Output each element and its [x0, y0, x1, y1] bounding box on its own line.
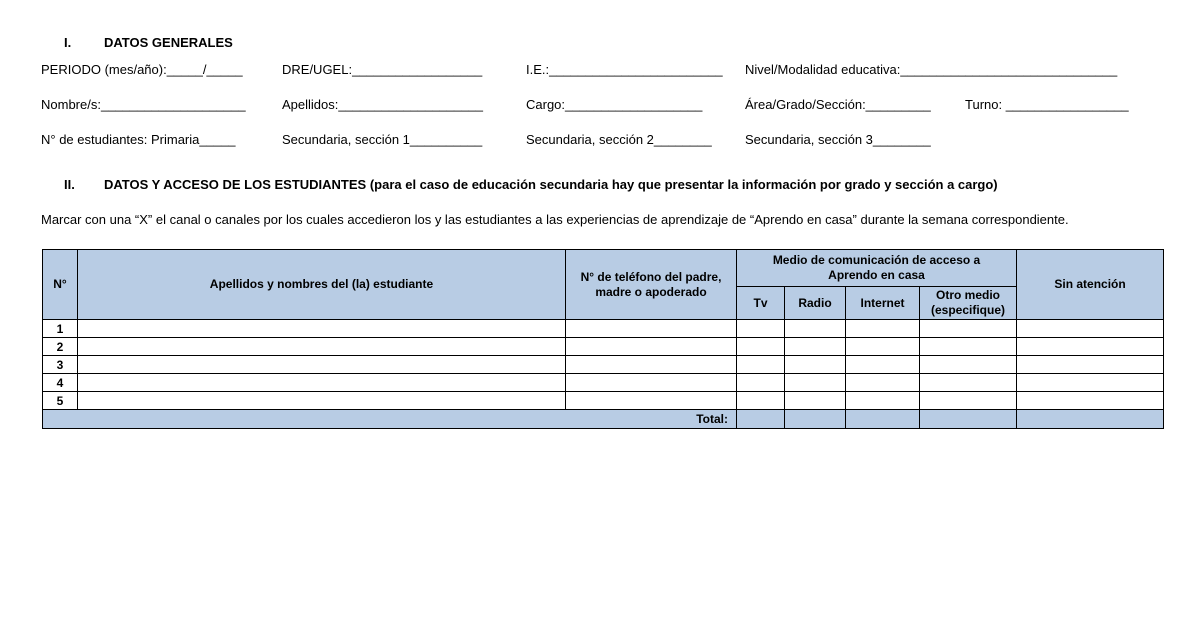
cell-tv[interactable]	[737, 356, 785, 374]
header-parent-phone-line2: madre o apoderado	[595, 284, 707, 299]
cell-no-attention[interactable]	[1017, 320, 1164, 338]
header-radio: Radio	[785, 287, 846, 320]
cell-student-name[interactable]	[78, 356, 566, 374]
field-dre-ugel[interactable]: DRE/UGEL:__________________	[282, 62, 483, 77]
cell-other[interactable]	[920, 392, 1017, 410]
cell-internet[interactable]	[846, 392, 920, 410]
row-number: 4	[43, 374, 78, 392]
total-row	[43, 410, 1164, 429]
header-other-line2: (especifique)	[931, 303, 1006, 317]
section-2-number: II.	[64, 177, 75, 192]
cell-no-attention[interactable]	[1017, 392, 1164, 410]
table-row	[43, 338, 1164, 356]
cell-no-attention[interactable]	[1017, 356, 1164, 374]
cell-student-name[interactable]	[78, 392, 566, 410]
cell-radio[interactable]	[785, 338, 846, 356]
total-other[interactable]	[920, 410, 1017, 429]
total-radio[interactable]	[785, 410, 846, 429]
cell-phone[interactable]	[566, 338, 737, 356]
field-apellidos[interactable]: Apellidos:____________________	[282, 97, 483, 112]
cell-tv[interactable]	[737, 338, 785, 356]
total-label: Total:	[43, 410, 737, 429]
cell-internet[interactable]	[846, 356, 920, 374]
cell-no-attention[interactable]	[1017, 374, 1164, 392]
students-table	[42, 249, 1164, 429]
cell-radio[interactable]	[785, 392, 846, 410]
cell-other[interactable]	[920, 374, 1017, 392]
row-number: 2	[43, 338, 78, 356]
cell-other[interactable]	[920, 356, 1017, 374]
header-parent-phone	[566, 250, 737, 320]
header-parent-phone-line1: N° de teléfono del padre,	[580, 269, 722, 284]
header-internet: Internet	[846, 287, 920, 320]
cell-internet[interactable]	[846, 338, 920, 356]
total-internet[interactable]	[846, 410, 920, 429]
section-1-number: I.	[64, 35, 72, 50]
field-periodo[interactable]: PERIODO (mes/año):_____/_____	[41, 62, 243, 77]
cell-student-name[interactable]	[78, 320, 566, 338]
cell-other[interactable]	[920, 338, 1017, 356]
cell-radio[interactable]	[785, 356, 846, 374]
instruction-text: Marcar con una “X” el canal o canales por los cuales accedieron los y las estudiantes a las experiencias de aprendizaje de “Aprendo en casa” durante la semana correspondiente.	[41, 212, 1069, 227]
cell-no-attention[interactable]	[1017, 338, 1164, 356]
table-row	[43, 374, 1164, 392]
section-1-title: DATOS GENERALES	[104, 35, 233, 50]
cell-radio[interactable]	[785, 374, 846, 392]
cell-phone[interactable]	[566, 374, 737, 392]
cell-other[interactable]	[920, 320, 1017, 338]
table-row	[43, 356, 1164, 374]
field-nivel-modalidad[interactable]: Nivel/Modalidad educativa:______________________________	[745, 62, 1118, 77]
section-2-title: DATOS Y ACCESO DE LOS ESTUDIANTES (para el caso de educación secundaria hay que presentar la información por grado y sección a cargo)	[104, 177, 998, 192]
header-media-line1: Medio de comunicación de acceso a	[772, 253, 981, 267]
cell-student-name[interactable]	[78, 338, 566, 356]
header-num: N°	[43, 250, 78, 320]
header-media	[737, 250, 1017, 287]
cell-internet[interactable]	[846, 374, 920, 392]
field-secundaria-seccion-3[interactable]: Secundaria, sección 3________	[745, 132, 931, 147]
field-area-grado-seccion[interactable]: Área/Grado/Sección:_________	[745, 97, 931, 112]
cell-student-name[interactable]	[78, 374, 566, 392]
cell-phone[interactable]	[566, 356, 737, 374]
cell-internet[interactable]	[846, 320, 920, 338]
cell-phone[interactable]	[566, 392, 737, 410]
field-turno[interactable]: Turno: _________________	[965, 97, 1129, 112]
header-other-line1: Otro medio	[936, 288, 1001, 302]
cell-tv[interactable]	[737, 374, 785, 392]
row-number: 3	[43, 356, 78, 374]
row-number: 5	[43, 392, 78, 410]
table-row	[43, 392, 1164, 410]
field-secundaria-seccion-2[interactable]: Secundaria, sección 2________	[526, 132, 712, 147]
field-cargo[interactable]: Cargo:___________________	[526, 97, 703, 112]
header-no-attention: Sin atención	[1017, 250, 1164, 320]
row-number: 1	[43, 320, 78, 338]
cell-phone[interactable]	[566, 320, 737, 338]
header-media-line2: Aprendo en casa	[828, 268, 925, 282]
cell-radio[interactable]	[785, 320, 846, 338]
header-student-names: Apellidos y nombres del (la) estudiante	[78, 250, 566, 320]
cell-tv[interactable]	[737, 320, 785, 338]
header-tv: Tv	[737, 287, 785, 320]
cell-tv[interactable]	[737, 392, 785, 410]
field-ie[interactable]: I.E.:________________________	[526, 62, 723, 77]
total-tv[interactable]	[737, 410, 785, 429]
field-n-estudiantes-primaria[interactable]: N° de estudiantes: Primaria_____	[41, 132, 236, 147]
table-row	[43, 320, 1164, 338]
header-other-medium	[920, 287, 1017, 320]
field-nombres[interactable]: Nombre/s:____________________	[41, 97, 246, 112]
total-no-attention[interactable]	[1017, 410, 1164, 429]
field-secundaria-seccion-1[interactable]: Secundaria, sección 1__________	[282, 132, 483, 147]
